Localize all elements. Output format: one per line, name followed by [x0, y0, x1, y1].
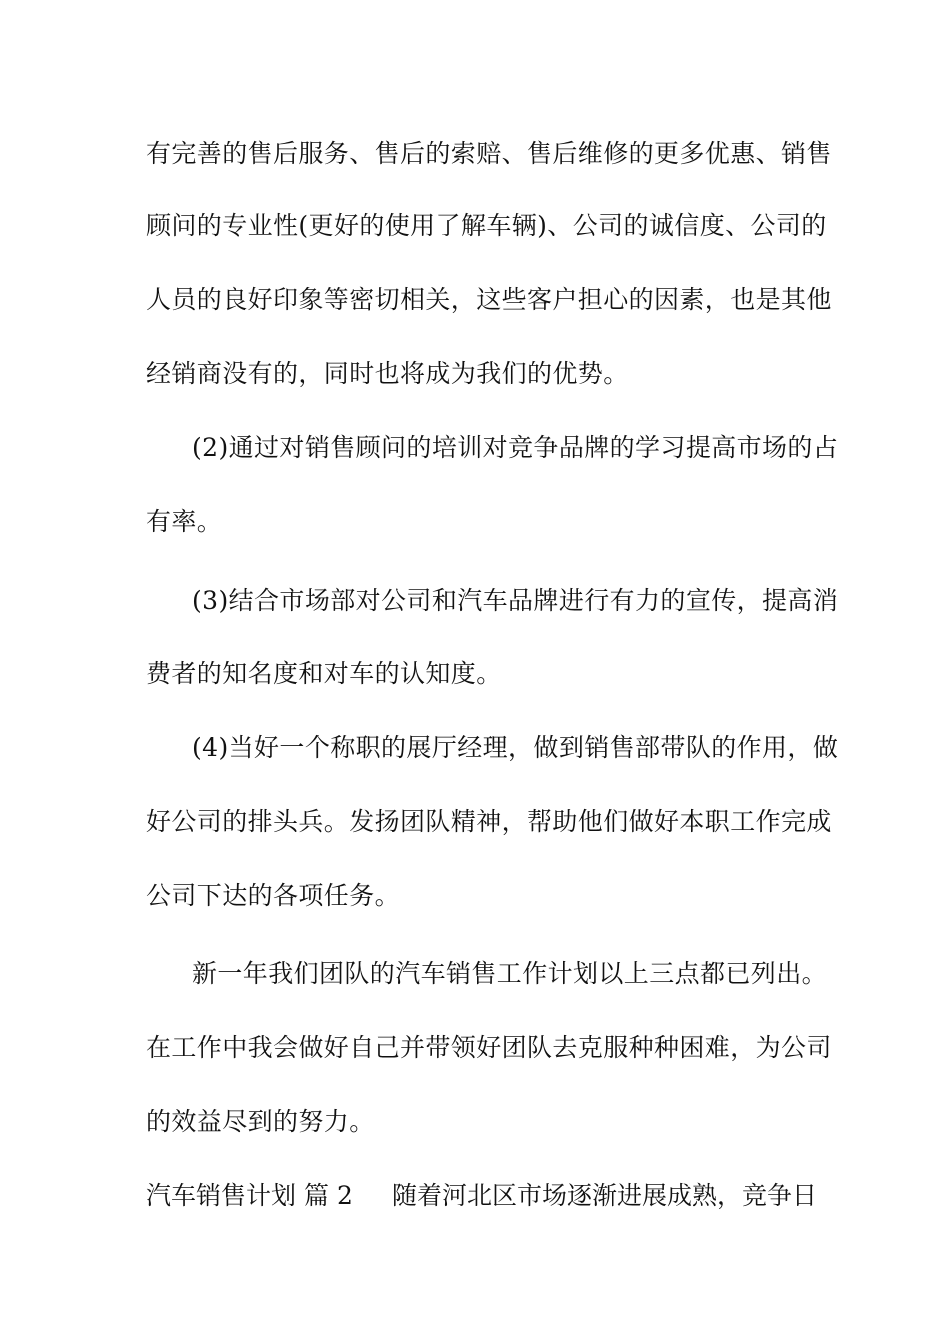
paragraph-2-line-2: 有率。: [146, 507, 223, 536]
paragraph-3-line-1: (3)结合市场部对公司和汽车品牌进行有力的宣传，提高消: [192, 586, 839, 615]
section-intro-text: 随着河北区市场逐渐进展成熟，竞争日: [392, 1181, 818, 1210]
paragraph-2-line-1: (2)通过对销售顾问的培训对竞争品牌的学习提高市场的占: [192, 433, 839, 462]
paragraph-1-line-4: 经销商没有的，同时也将成为我们的优势。: [146, 359, 629, 388]
section-2-heading-row: [146, 1180, 816, 1214]
paragraph-1-line-3: 人员的良好印象等密切相关，这些客户担心的因素，也是其他: [146, 285, 832, 314]
paragraph-5-line-3: 的效益尽到的努力。: [146, 1107, 375, 1136]
paragraph-5-line-1: 新一年我们团队的汽车销售工作计划以上三点都已列出。: [192, 959, 828, 988]
paragraph-4-line-1: (4)当好一个称职的展厅经理，做到销售部带队的作用，做: [192, 733, 839, 762]
section-title: 汽车销售计划: [146, 1181, 297, 1210]
paragraph-1-line-1: 有完善的售后服务、售后的索赔、售后维修的更多优惠、销售: [146, 139, 832, 168]
paragraph-5-line-2: 在工作中我会做好自己并带领好团队去克服种种困难，为公司: [146, 1033, 832, 1062]
paragraph-4-line-2: 好公司的排头兵。发扬团队精神，帮助他们做好本职工作完成: [146, 807, 832, 836]
section-number: 篇 2: [304, 1181, 353, 1210]
paragraph-3-line-2: 费者的知名度和对车的认知度。: [146, 659, 502, 688]
paragraph-1-line-2: 顾问的专业性(更好的使用了解车辆)、公司的诚信度、公司的: [146, 211, 827, 240]
paragraph-4-line-3: 公司下达的各项任务。: [146, 881, 401, 910]
